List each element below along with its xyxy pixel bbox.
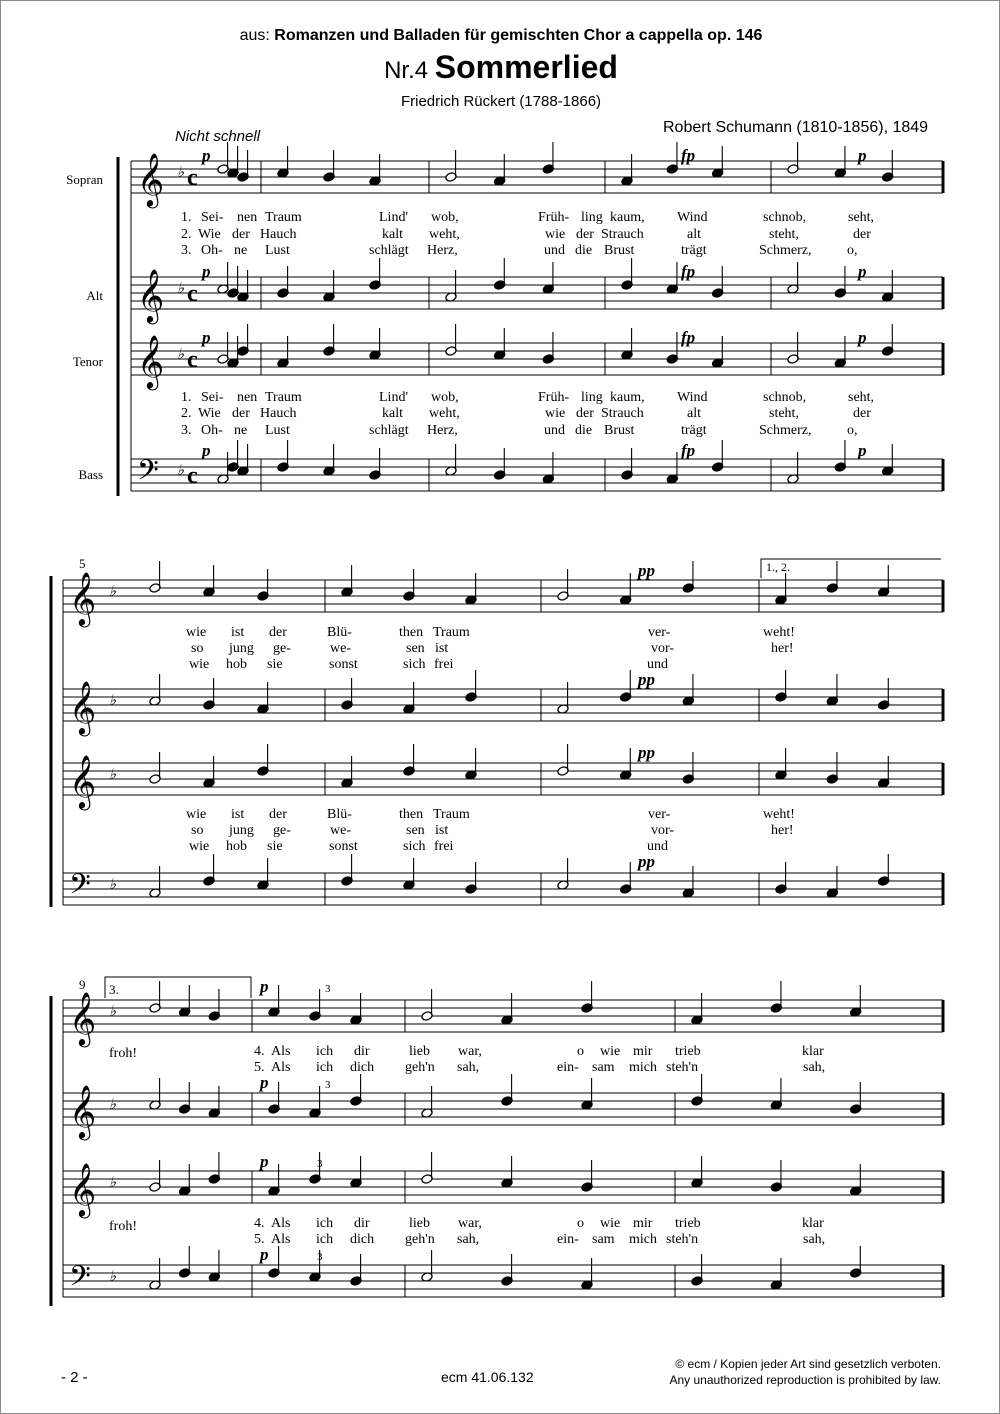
lyric: Als bbox=[271, 1232, 291, 1247]
lyric: 3. bbox=[181, 423, 192, 438]
lyric: o, bbox=[847, 423, 858, 438]
measure-number: 9 bbox=[79, 977, 86, 992]
dynamic-mark: p bbox=[260, 1073, 269, 1092]
flat-key-signature: ♭ bbox=[109, 767, 117, 783]
lyric: 4. bbox=[254, 1216, 265, 1231]
flat-key-signature: ♭ bbox=[109, 584, 117, 600]
dynamic-mark: p bbox=[858, 441, 867, 460]
lyric: wob, bbox=[431, 210, 459, 225]
lyric: we- bbox=[330, 641, 351, 656]
lyric: Traum bbox=[265, 210, 302, 225]
piece-number: Nr.4 bbox=[384, 57, 429, 84]
bass-clef-icon: 𝄢 bbox=[69, 870, 91, 907]
lyric: Strauch bbox=[601, 227, 644, 242]
voice-label-bass: Bass bbox=[78, 467, 103, 482]
lyric: der bbox=[576, 227, 594, 242]
lyric: Hauch bbox=[260, 227, 297, 242]
lyrics-soprano-s3 bbox=[254, 1044, 825, 1075]
lyric: vor- bbox=[651, 641, 675, 656]
bass-clef-icon: 𝄢 bbox=[69, 1262, 91, 1299]
lyric: ist bbox=[435, 641, 449, 656]
lyric: und bbox=[647, 657, 668, 672]
lyric: wie bbox=[545, 227, 566, 242]
lyric: sen bbox=[406, 641, 425, 656]
lyric: Brust bbox=[604, 243, 635, 258]
lyric: o, bbox=[847, 243, 858, 258]
lyric: Lust bbox=[265, 243, 290, 258]
lyrics-tenor-s2 bbox=[186, 807, 795, 854]
treble-clef-icon: 𝄞 bbox=[69, 573, 97, 624]
lyric: kaum, bbox=[610, 390, 645, 405]
lyric: ich bbox=[316, 1044, 334, 1059]
lyric: wie bbox=[600, 1216, 621, 1231]
lyric: vor- bbox=[651, 823, 675, 838]
lyric: trägt bbox=[681, 423, 707, 438]
triplet-mark: 3 bbox=[317, 1251, 323, 1263]
volta-label: 1., 2. bbox=[766, 560, 790, 574]
source-prefix: aus: bbox=[239, 27, 270, 44]
lyric: jung bbox=[229, 823, 254, 838]
lyric: der bbox=[853, 406, 871, 421]
lyric: schnob, bbox=[763, 390, 807, 405]
dynamic-mark: p bbox=[202, 262, 211, 281]
measure-number: 5 bbox=[79, 556, 86, 571]
source-title: Romanzen und Balladen für gemischten Chor a cappella op. 146 bbox=[274, 27, 763, 44]
lyric: steht, bbox=[769, 406, 799, 421]
triplet-mark: 3 bbox=[325, 1079, 331, 1091]
lyric: Herz, bbox=[427, 423, 458, 438]
lyric: lieb bbox=[409, 1216, 430, 1231]
lyric: Früh- bbox=[538, 390, 570, 405]
lyric: we- bbox=[330, 823, 351, 838]
lyric: nen bbox=[237, 210, 258, 225]
lyrics-soprano-s1 bbox=[181, 210, 874, 258]
lyric: Oh- bbox=[201, 243, 223, 258]
lyric: Blü- bbox=[327, 807, 352, 822]
dynamic-mark: p bbox=[260, 1152, 269, 1171]
music-score bbox=[1, 1, 1000, 1414]
treble-clef-icon: 𝄞 bbox=[69, 682, 97, 733]
lyric: Wind bbox=[677, 210, 708, 225]
lyric: Brust bbox=[604, 423, 635, 438]
lyric: ne bbox=[234, 423, 248, 438]
lyric: Sei- bbox=[201, 390, 224, 405]
notes-layer bbox=[149, 142, 894, 1290]
lyric: Lind' bbox=[379, 210, 408, 225]
lyric: steh'n bbox=[666, 1232, 699, 1247]
lyric: und bbox=[647, 839, 668, 854]
flat-key-signature: ♭ bbox=[109, 693, 117, 709]
lyric: 1. bbox=[181, 210, 192, 225]
lyric: hob bbox=[226, 839, 247, 854]
lyric: der bbox=[853, 227, 871, 242]
lyric: ich bbox=[316, 1216, 334, 1231]
lyric: hob bbox=[226, 657, 247, 672]
lyric: then bbox=[399, 625, 424, 640]
lyric: sonst bbox=[329, 839, 358, 854]
lyric: Traum bbox=[433, 807, 470, 822]
lyric: Schmerz, bbox=[759, 243, 812, 258]
lyric: Schmerz, bbox=[759, 423, 812, 438]
lyric: wie bbox=[545, 406, 566, 421]
page-number: - 2 - bbox=[61, 1369, 88, 1386]
lyric: frei bbox=[434, 657, 454, 672]
lyric: der bbox=[269, 807, 287, 822]
flat-key-signature: ♭ bbox=[109, 1269, 117, 1285]
lyric: ein- bbox=[557, 1060, 579, 1075]
lyric: Lust bbox=[265, 423, 290, 438]
lyric: sonst bbox=[329, 657, 358, 672]
lyric: steht, bbox=[769, 227, 799, 242]
lyric: o bbox=[577, 1044, 584, 1059]
lyric: und bbox=[544, 243, 565, 258]
treble-clef-icon: 𝄞 bbox=[137, 270, 165, 321]
lyric: weht, bbox=[429, 406, 460, 421]
lyric: ein- bbox=[557, 1232, 579, 1247]
poet: Friedrich Rückert (1788-1866) bbox=[400, 93, 602, 110]
lyric: kalt bbox=[382, 406, 403, 421]
lyric: frei bbox=[434, 839, 454, 854]
composer: Robert Schumann (1810-1856), 1849 bbox=[663, 119, 929, 136]
tempo-marking: Nicht schnell bbox=[175, 128, 261, 145]
lyric: jung bbox=[229, 641, 254, 656]
lyric: wie bbox=[186, 807, 207, 822]
lyric: sie bbox=[267, 839, 283, 854]
flat-key-signature: ♭ bbox=[177, 165, 185, 181]
lyric: sen bbox=[406, 823, 425, 838]
lyric: geh'n bbox=[405, 1232, 435, 1247]
lyric: froh! bbox=[109, 1046, 137, 1061]
edition-number: ecm 41.06.132 bbox=[441, 1369, 534, 1385]
treble-clef-icon: 𝄞 bbox=[69, 993, 97, 1044]
triplet-mark: 3 bbox=[317, 1158, 323, 1170]
lyric: ist bbox=[231, 807, 245, 822]
lyric: Als bbox=[271, 1060, 291, 1075]
lyric: der bbox=[269, 625, 287, 640]
lyric: weht! bbox=[763, 807, 795, 822]
lyric: froh! bbox=[109, 1219, 137, 1234]
treble-clef-icon: 𝄞 bbox=[69, 1164, 97, 1215]
dynamic-mark: fp bbox=[681, 441, 696, 460]
lyric: so bbox=[191, 641, 204, 656]
lyric: mir bbox=[633, 1044, 653, 1059]
lyric: Lind' bbox=[379, 390, 408, 405]
lyric: Blü- bbox=[327, 625, 352, 640]
lyric: Hauch bbox=[260, 406, 297, 421]
lyric: seht, bbox=[848, 390, 875, 405]
lyric: dir bbox=[354, 1216, 370, 1231]
lyric: Früh- bbox=[538, 210, 570, 225]
lyric: ling bbox=[581, 390, 603, 405]
lyric: wie bbox=[189, 839, 210, 854]
lyric: Sei- bbox=[201, 210, 224, 225]
staves-layer bbox=[51, 153, 943, 1306]
lyric: wie bbox=[186, 625, 207, 640]
lyric: wie bbox=[600, 1044, 621, 1059]
lyric: die bbox=[575, 423, 593, 438]
lyric: so bbox=[191, 823, 204, 838]
lyric: dir bbox=[354, 1044, 370, 1059]
dynamic-mark: fp bbox=[681, 146, 696, 165]
lyric: 2. bbox=[181, 406, 192, 421]
lyric: sah, bbox=[803, 1060, 826, 1075]
lyric: trieb bbox=[675, 1044, 701, 1059]
lyrics-tenor-s3 bbox=[254, 1216, 825, 1247]
lyric: ling bbox=[581, 210, 603, 225]
common-time-signature: c bbox=[187, 281, 198, 307]
lyric: sam bbox=[592, 1060, 615, 1075]
lyric: mich bbox=[629, 1060, 657, 1075]
lyric: lieb bbox=[409, 1044, 430, 1059]
lyric: Traum bbox=[433, 625, 470, 640]
lyric: mir bbox=[633, 1216, 653, 1231]
flat-key-signature: ♭ bbox=[109, 1175, 117, 1191]
flat-key-signature: ♭ bbox=[109, 877, 117, 893]
volta-label: 3. bbox=[109, 982, 119, 997]
lyrics-tenor-s1 bbox=[181, 390, 874, 438]
lyric: Wie bbox=[198, 406, 221, 421]
dynamic-mark: p bbox=[202, 328, 211, 347]
lyric: Herz, bbox=[427, 243, 458, 258]
lyric: klar bbox=[802, 1216, 824, 1231]
dynamic-mark: pp bbox=[638, 670, 655, 689]
copyright-line: © ecm / Kopien jeder Art sind gesetzlich verboten. bbox=[675, 1357, 941, 1371]
lyric: kaum, bbox=[610, 210, 645, 225]
lyric: 2. bbox=[181, 227, 192, 242]
lyric: steh'n bbox=[666, 1060, 699, 1075]
lyric: alt bbox=[687, 406, 701, 421]
lyric: Wie bbox=[198, 227, 221, 242]
lyric: war, bbox=[458, 1216, 482, 1231]
lyric: sah, bbox=[457, 1060, 480, 1075]
lyric: nen bbox=[237, 390, 258, 405]
flat-key-signature: ♭ bbox=[109, 1097, 117, 1113]
lyric: her! bbox=[771, 641, 794, 656]
lyric: sich bbox=[403, 657, 426, 672]
lyric: der bbox=[232, 227, 250, 242]
dynamic-mark: pp bbox=[638, 743, 655, 762]
dynamic-mark: pp bbox=[638, 852, 655, 871]
common-time-signature: c bbox=[187, 347, 198, 373]
volta-bracket bbox=[105, 977, 251, 998]
lyric: Strauch bbox=[601, 406, 644, 421]
lyric: sie bbox=[267, 657, 283, 672]
lyric: trieb bbox=[675, 1216, 701, 1231]
lyric: dich bbox=[350, 1232, 375, 1247]
copyright-line: Any unauthorized reproduction is prohibited by law. bbox=[669, 1373, 941, 1387]
lyric: der bbox=[232, 406, 250, 421]
lyric: die bbox=[575, 243, 593, 258]
lyric: Traum bbox=[265, 390, 302, 405]
lyric: der bbox=[576, 406, 594, 421]
common-time-signature: c bbox=[187, 165, 198, 191]
dynamic-mark: p bbox=[858, 328, 867, 347]
treble-clef-icon: 𝄞 bbox=[69, 756, 97, 807]
lyric: ich bbox=[316, 1060, 334, 1075]
lyric: war, bbox=[458, 1044, 482, 1059]
flat-key-signature: ♭ bbox=[177, 347, 185, 363]
dynamic-mark: p bbox=[260, 1245, 269, 1264]
treble-clef-icon: 𝄞 bbox=[137, 154, 165, 205]
dynamic-mark: p bbox=[202, 441, 211, 460]
voice-label-alt: Alt bbox=[86, 288, 103, 303]
lyric: schlägt bbox=[369, 243, 409, 258]
lyric: ge- bbox=[273, 641, 291, 656]
lyric: her! bbox=[771, 823, 794, 838]
lyric: alt bbox=[687, 227, 701, 242]
lyric: schnob, bbox=[763, 210, 807, 225]
common-time-signature: c bbox=[187, 463, 198, 489]
dynamic-mark: p bbox=[858, 262, 867, 281]
bass-clef-icon: 𝄢 bbox=[137, 456, 159, 493]
lyric: sah, bbox=[803, 1232, 826, 1247]
lyric: mich bbox=[629, 1232, 657, 1247]
lyric: ver- bbox=[648, 625, 671, 640]
lyric: wob, bbox=[431, 390, 459, 405]
dynamic-mark: fp bbox=[681, 328, 696, 347]
dynamic-mark: p bbox=[260, 977, 269, 996]
lyric: seht, bbox=[848, 210, 875, 225]
lyric: weht! bbox=[763, 625, 795, 640]
lyric: und bbox=[544, 423, 565, 438]
lyric: Als bbox=[271, 1044, 291, 1059]
lyric: then bbox=[399, 807, 424, 822]
lyric: dich bbox=[350, 1060, 375, 1075]
dynamic-mark: p bbox=[858, 146, 867, 165]
flat-key-signature: ♭ bbox=[109, 1004, 117, 1020]
lyric: ge- bbox=[273, 823, 291, 838]
triplet-mark: 3 bbox=[325, 983, 331, 995]
lyric: o bbox=[577, 1216, 584, 1231]
treble-clef-icon: 𝄞 bbox=[69, 1086, 97, 1137]
dynamic-mark: fp bbox=[681, 262, 696, 281]
dynamic-mark: pp bbox=[638, 561, 655, 580]
dynamic-mark: p bbox=[202, 146, 211, 165]
lyric: weht, bbox=[429, 227, 460, 242]
flat-key-signature: ♭ bbox=[177, 281, 185, 297]
lyric: Oh- bbox=[201, 423, 223, 438]
lyric: sich bbox=[403, 839, 426, 854]
lyric: ist bbox=[435, 823, 449, 838]
lyric: 4. bbox=[254, 1044, 265, 1059]
lyric: trägt bbox=[681, 243, 707, 258]
lyric: sah, bbox=[457, 1232, 480, 1247]
flat-key-signature: ♭ bbox=[177, 463, 185, 479]
piece-title: Sommerlied bbox=[434, 49, 618, 85]
lyric: geh'n bbox=[405, 1060, 435, 1075]
lyric: 5. bbox=[254, 1232, 265, 1247]
lyric: 3. bbox=[181, 243, 192, 258]
lyric: 5. bbox=[254, 1060, 265, 1075]
lyric: sam bbox=[592, 1232, 615, 1247]
lyric: ver- bbox=[648, 807, 671, 822]
lyric: Als bbox=[271, 1216, 291, 1231]
lyric: Wind bbox=[677, 390, 708, 405]
lyric: ich bbox=[316, 1232, 334, 1247]
lyric: kalt bbox=[382, 227, 403, 242]
lyric: ist bbox=[231, 625, 245, 640]
lyric: 1. bbox=[181, 390, 192, 405]
voice-label-sopran: Sopran bbox=[66, 172, 103, 187]
lyric: schlägt bbox=[369, 423, 409, 438]
voice-label-tenor: Tenor bbox=[72, 354, 103, 369]
lyric: ne bbox=[234, 243, 248, 258]
lyric: klar bbox=[802, 1044, 824, 1059]
treble-clef-icon: 𝄞 bbox=[137, 336, 165, 387]
lyrics-soprano-s2 bbox=[186, 625, 795, 672]
lyric: wie bbox=[189, 657, 210, 672]
